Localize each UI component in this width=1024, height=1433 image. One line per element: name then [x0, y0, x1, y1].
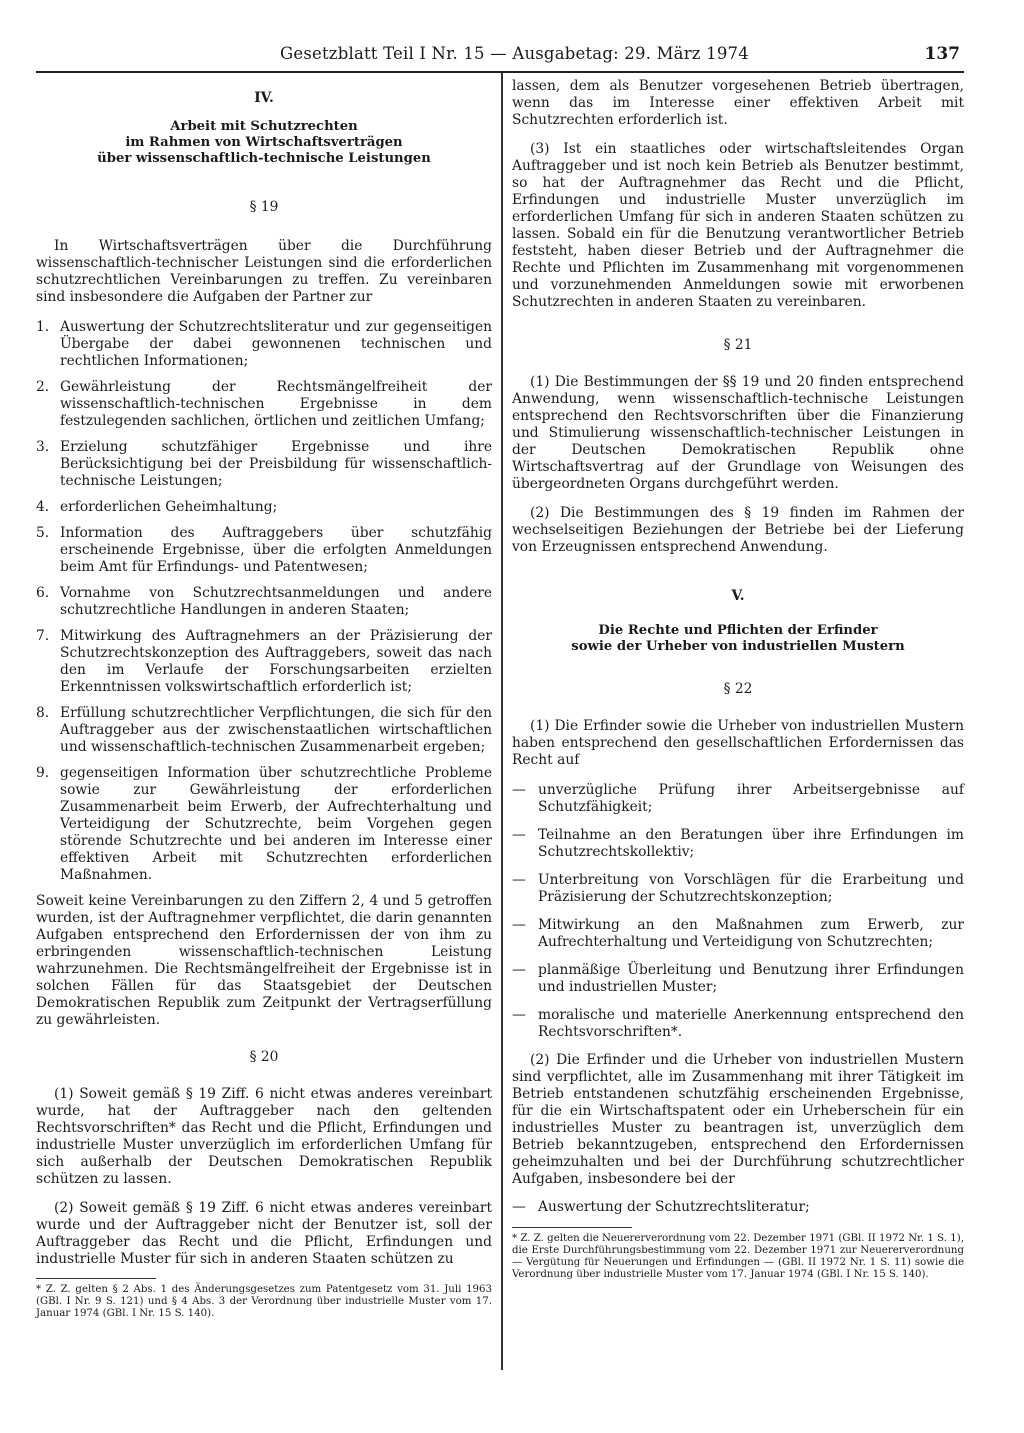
dash-marker: —: [512, 1199, 526, 1215]
item-text: Erzielung schutzfähiger Ergebnisse und ihre Berücksichtigung bei der Preisbildung für wissenschaftlich-technische Leistungen;: [60, 439, 492, 489]
heading-line: Die Rechte und Pflichten der Erfinder: [598, 623, 878, 638]
item-text: Teilnahme an den Beratungen über ihre Erfindungen im Schutzrechtskollektiv;: [538, 827, 964, 860]
item-text: Auswertung der Schutzrechtsliteratur;: [538, 1199, 810, 1215]
heading-line: sowie der Urheber von industriellen Mustern: [571, 639, 905, 654]
list-item: [36, 499, 492, 516]
item-text: Gewährleistung der Rechtsmängelfreiheit der wissenschaftlich-technischen Ergebnisse in dem festzulegenden sachlichen, örtlichen und zeitlichen Umfang;: [60, 379, 492, 429]
list-item: [512, 1199, 964, 1216]
paragraph-20-subsection-2: (2) Soweit gemäß § 19 Ziff. 6 nicht etwas anderes vereinbart wurde und der Auftraggeber nicht der Benutzer ist, soll der Auftraggeber das Recht und die Pflicht, Erfindungen und industrielle Muster für sich in anderen Staaten schützen zu: [36, 1200, 492, 1267]
item-number: 6.: [36, 585, 50, 601]
heading-line: im Rahmen von Wirtschaftsverträgen: [125, 135, 403, 150]
list-item: [512, 827, 964, 861]
item-text: Mitwirkung an den Maßnahmen zum Erwerb, zur Aufrechterhaltung und Verteidigung von Schutzrechten;: [538, 917, 964, 950]
item-number: 5.: [36, 525, 50, 541]
list-item: [512, 962, 964, 996]
item-text: Auswertung der Schutzrechtsliteratur und zur gegenseitigen Übergabe der dabei gewonnenen technischen und rechtlichen Informationen;: [60, 319, 492, 369]
section-number-v: V.: [731, 588, 745, 604]
paragraph-19-mark: § 19: [249, 199, 279, 215]
paragraph-20-mark: § 20: [249, 1049, 279, 1065]
list-item: [512, 872, 964, 906]
item-number: 8.: [36, 705, 50, 721]
item-number: 1.: [36, 319, 50, 335]
paragraph-21-subsection-1: (1) Die Bestimmungen der §§ 19 und 20 finden entsprechend Anwendung, wenn wissenschaftlich-technische Leistungen entsprechend den Rechtsvorschriften über die Finanzierung und Stimulierung wissenschaftlich-technischer Leistungen in der Deutschen Demokratischen Republik ohne Wirtschaftsvertrag auf der Grundlage von Weisungen des übergeordneten Organs durchgeführt werden.: [512, 374, 964, 492]
list-item: [512, 917, 964, 951]
footnote-rule: [512, 1227, 632, 1228]
item-number: 4.: [36, 499, 50, 515]
dash-marker: —: [512, 917, 526, 933]
paragraph-20-subsection-1: (1) Soweit gemäß § 19 Ziff. 6 nicht etwas anderes vereinbart wurde, hat der Auftraggeber nach den geltenden Rechtsvorschriften* das Recht und die Pflicht, Erfindungen und industrielle Muster unverzüglich im erforderlichen Umfang für sich außerhalb der Deutschen Demokratischen Republik schützen zu lassen.: [36, 1086, 492, 1187]
list-item: [512, 1007, 964, 1041]
item-text: planmäßige Überleitung und Benutzung ihrer Erfindungen und industriellen Muster;: [538, 962, 964, 995]
gazette-title: Gesetzblatt Teil I Nr. 15 — Ausgabetag: 29. März 1974: [280, 44, 749, 63]
list-item: [36, 525, 492, 576]
item-text: moralische und materielle Anerkennung entsprechend den Rechtsvorschriften*.: [538, 1007, 964, 1040]
footnote-rule: [36, 1278, 156, 1279]
column-divider: [501, 73, 503, 1370]
paragraph-19-closing: Soweit keine Vereinbarungen zu den Ziffern 2, 4 und 5 getroffen wurden, ist der Auftragnehmer verpflichtet, die darin genannten Aufgaben entsprechend den Erfordernissen der von ihm zu erbringenden wissenschaftlich-technischen Leistung wahrzunehmen. Die Rechtsmängelfreiheit der Ergebnisse ist in solchen Fällen für das Staatsgebiet der Deutschen Demokratischen Republik zum Zeitpunkt der Vertragserfüllung zu gewährleisten.: [36, 893, 492, 1028]
section-iv-heading: [36, 119, 492, 167]
item-text: Erfüllung schutzrechtlicher Verpflichtungen, die sich für den Auftraggeber aus der zwischenstaatlichen wirtschaftlichen und wissenschaftlich-technischen Zusammenarbeit ergeben;: [60, 705, 492, 755]
item-text: gegenseitigen Information über schutzrechtliche Probleme sowie zur Gewährleistung der erforderlichen Zusammenarbeit beim Erwerb, der Aufrechterhaltung und Verteidigung der Schutzrechte, beim Vorgehen gegen störende Schutzrechte und bei anderen im Interesse einer effektiven Arbeit mit Schutzrechten erforderlichen Maßnahmen.: [60, 765, 492, 883]
list-item: [36, 585, 492, 619]
paragraph-20-subsection-3: (3) Ist ein staatliches oder wirtschaftsleitendes Organ Auftraggeber und ist noch kein Betrieb als Benutzer bestimmt, so hat der Auftragnehmer das Recht und die Pflicht, Erfindungen und industrielle Muster unverzüglich im erforderlichen Umfang für sich in anderen Staaten schützen zu lassen. Sobald ein für die Benutzung verantwortlicher Betrieb feststeht, haben dieser Betrieb und der Auftragnehmer die Rechte und Pflichten im Zusammenhang mit vorgenommenen und vorzunehmenden Anmeldungen sowie mit erworbenen Schutzrechten in anderen Staaten zu vereinbaren.: [512, 141, 964, 310]
paragraph-21-subsection-2: (2) Die Bestimmungen des § 19 finden im Rahmen der wechselseitigen Beziehungen der Betriebe bei der Lieferung von Erzeugnissen entsprechend Anwendung.: [512, 505, 964, 555]
paragraph-22-subsection-1: (1) Die Erfinder sowie die Urheber von industriellen Mustern haben entsprechend den gesellschaftlichen Erfordernissen das Recht auf: [512, 718, 964, 768]
paragraph-20-subsection-2-continued: lassen, dem als Benutzer vorgesehenen Betrieb übertragen, wenn das im Interesse einer effektiven Arbeit mit Schutzrechten erforderlich ist.: [512, 78, 964, 128]
item-text: unverzügliche Prüfung ihrer Arbeitsergebnisse auf Schutzfähigkeit;: [538, 782, 964, 815]
dash-marker: —: [512, 827, 526, 843]
section-number-iv: IV.: [254, 90, 274, 106]
dash-marker: —: [512, 782, 526, 798]
item-number: 9.: [36, 765, 50, 781]
header-rule: [36, 71, 964, 73]
item-number: 7.: [36, 628, 50, 644]
paragraph-19-intro: In Wirtschaftsverträgen über die Durchführung wissenschaftlich-technischer Leistungen sind die erforderlichen schutzrechtlichen Vereinbarungen zu treffen. Zu vereinbaren sind insbesondere die Aufgaben der Partner zur: [36, 238, 492, 305]
page-header: [280, 44, 960, 70]
dash-marker: —: [512, 962, 526, 978]
paragraph-22-duties-list: [512, 1199, 964, 1216]
item-text: Mitwirkung des Auftragnehmers an der Präzisierung der Schutzrechtskonzeption des Auftraggebers, soweit das nach den im Verlaufe der Forschungsarbeiten erzielten Erkenntnissen volkswirtschaftlich erforderlich ist;: [60, 628, 492, 695]
heading-line: Arbeit mit Schutzrechten: [170, 119, 358, 134]
right-column: [512, 78, 964, 1281]
paragraph-21-mark: § 21: [723, 337, 753, 353]
item-text: Vornahme von Schutzrechtsanmeldungen und andere schutzrechtliche Handlungen in anderen Staaten;: [60, 585, 492, 618]
dash-marker: —: [512, 872, 526, 888]
left-column: [36, 78, 492, 1320]
paragraph-22-rights-list: [512, 782, 964, 1041]
dash-marker: —: [512, 1007, 526, 1023]
footnote-left: * Z. Z. gelten § 2 Abs. 1 des Änderungsgesetzes zum Patentgesetz vom 31. Juli 1963 (GBl. I Nr. 9 S. 121) und § 4 Abs. 3 der Verordnung über industrielle Muster vom 17. Januar 1974 (GBl. I Nr. 15 S. 140).: [36, 1284, 492, 1319]
page-number: 137: [924, 44, 960, 64]
list-item: [36, 439, 492, 490]
paragraph-22-subsection-2: (2) Die Erfinder und die Urheber von industriellen Mustern sind verpflichtet, alle im Zusammenhang mit ihrer Tätigkeit im Betrieb entstandenen schutzfähig erscheinenden Ergebnisse, für die ein Wirtschaftspatent oder ein Urheberschein für ein industrielles Muster zu beantragen ist, unverzüglich dem Betrieb bekanntzugeben, entsprechend den Erfordernissen geheimzuhalten und bei der Durchführung schutzrechtlicher Aufgaben, insbesondere bei der: [512, 1052, 964, 1187]
list-item: [36, 379, 492, 430]
list-item: [512, 782, 964, 816]
heading-line: über wissenschaftlich-technische Leistungen: [97, 151, 431, 166]
item-text: Information des Auftraggebers über schutzfähig erscheinende Ergebnisse, über die erfolgten Anmeldungen beim Amt für Erfindungs- und Patentwesen;: [60, 525, 492, 575]
list-item: [36, 628, 492, 696]
list-item: [36, 765, 492, 884]
item-text: Unterbreitung von Vorschlägen für die Erarbeitung und Präzisierung der Schutzrechtskonzeption;: [538, 872, 964, 905]
list-item: [36, 705, 492, 756]
paragraph-19-list: [36, 319, 492, 884]
item-number: 3.: [36, 439, 50, 455]
item-number: 2.: [36, 379, 50, 395]
list-item: [36, 319, 492, 370]
section-v-heading: [512, 623, 964, 655]
paragraph-22-mark: § 22: [723, 681, 753, 697]
item-text: erforderlichen Geheimhaltung;: [60, 499, 278, 515]
footnote-right: * Z. Z. gelten die Neuererverordnung vom 22. Dezember 1971 (GBl. II 1972 Nr. 1 S. 1), die Erste Durchführungsbestimmung vom 22. Dezember 1971 zur Neuererverordnung — Vergütung für Neuerungen und Erfindungen — (GBl. II 1972 Nr. 1 S. 11) sowie die Verordnung über industrielle Muster vom 17. Januar 1974 (GBl. I Nr. 15 S. 140).: [512, 1233, 964, 1280]
